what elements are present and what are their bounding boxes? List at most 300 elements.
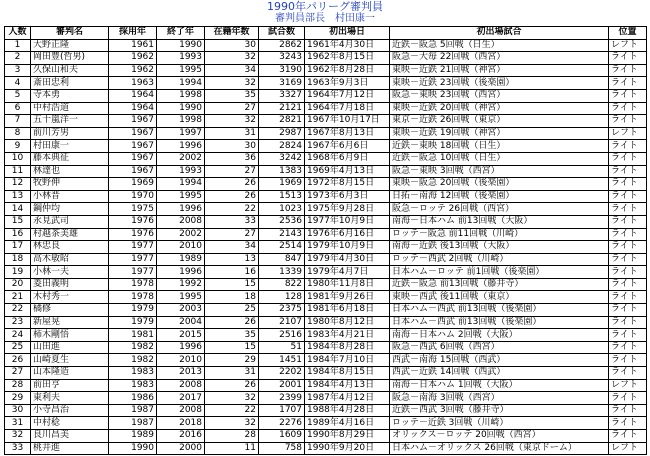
table-row xyxy=(5,77,647,90)
cell-games: 758 xyxy=(259,442,305,455)
cell-number: 1 xyxy=(5,39,31,52)
cell-number: 25 xyxy=(5,341,31,354)
cell-years: 34 xyxy=(205,64,259,77)
cell-end-year: 2000 xyxy=(157,442,205,455)
table-row xyxy=(5,190,647,203)
cell-hired-year: 1989 xyxy=(109,430,157,443)
cell-hired-year: 1983 xyxy=(109,379,157,392)
cell-hired-year: 1962 xyxy=(109,64,157,77)
cell-umpire-name: 寺本勇 xyxy=(31,89,109,102)
table-row xyxy=(5,64,647,77)
cell-years: 32 xyxy=(205,392,259,405)
cell-number: 29 xyxy=(5,392,31,405)
cell-games: 51 xyxy=(259,341,305,354)
cell-games: 2276 xyxy=(259,417,305,430)
cell-umpire-name: 高木敏昭 xyxy=(31,253,109,266)
cell-umpire-name: 橘修 xyxy=(31,304,109,317)
cell-debut-date: 1987年4月12日 xyxy=(305,392,390,405)
cell-debut-game: オリックス－ロッテ 20回戦（西宮） xyxy=(390,430,609,443)
cell-umpire-name: 牧野伸 xyxy=(31,178,109,191)
cell-end-year: 2008 xyxy=(157,379,205,392)
cell-debut-game: 東京－近鉄 26回戦（東京） xyxy=(390,115,609,128)
cell-umpire-name: 山田進 xyxy=(31,341,109,354)
cell-umpire-name: 大野正隆 xyxy=(31,39,109,52)
cell-debut-date: 1984年4月13日 xyxy=(305,379,390,392)
cell-debut-date: 1983年4月21日 xyxy=(305,329,390,342)
cell-hired-year: 1977 xyxy=(109,266,157,279)
cell-games: 2121 xyxy=(259,102,305,115)
cell-end-year: 2015 xyxy=(157,329,205,342)
cell-end-year: 1989 xyxy=(157,253,205,266)
cell-position: ライト xyxy=(609,430,647,443)
cell-end-year: 1992 xyxy=(157,278,205,291)
cell-hired-year: 1976 xyxy=(109,228,157,241)
cell-debut-game: 近鉄－阪急 10回戦（日生） xyxy=(390,152,609,165)
cell-position: ライト xyxy=(609,241,647,254)
cell-hired-year: 1964 xyxy=(109,102,157,115)
table-body xyxy=(5,39,647,455)
cell-position: レフト xyxy=(609,442,647,455)
cell-hired-year: 1970 xyxy=(109,190,157,203)
cell-debut-game: 阪急－東映 23回戦（西宮） xyxy=(390,89,609,102)
col-header: 試合数 xyxy=(259,27,305,40)
cell-end-year: 2008 xyxy=(157,404,205,417)
cell-number: 23 xyxy=(5,316,31,329)
cell-hired-year: 1979 xyxy=(109,304,157,317)
cell-debut-date: 1973年6月3日 xyxy=(305,190,390,203)
cell-debut-game: 東映－近鉄 23回戦（後楽園） xyxy=(390,77,609,90)
table-row xyxy=(5,291,647,304)
cell-years: 15 xyxy=(205,278,259,291)
cell-debut-date: 1963年9月3日 xyxy=(305,77,390,90)
cell-umpire-name: 木村秀一 xyxy=(31,291,109,304)
cell-position: ライト xyxy=(609,165,647,178)
cell-position: レフト xyxy=(609,39,647,52)
cell-number: 9 xyxy=(5,140,31,153)
table-row xyxy=(5,442,647,455)
cell-games: 2399 xyxy=(259,392,305,405)
cell-umpire-name: 中村稔 xyxy=(31,417,109,430)
cell-years: 22 xyxy=(205,203,259,216)
cell-years: 27 xyxy=(205,228,259,241)
cell-debut-game: 近鉄－西武 3回戦（藤井寺） xyxy=(390,404,609,417)
cell-number: 16 xyxy=(5,228,31,241)
cell-position: ライト xyxy=(609,316,647,329)
cell-debut-date: 1990年9月20日 xyxy=(305,442,390,455)
cell-debut-game: 東映－近鉄 20回戦（神宮） xyxy=(390,102,609,115)
cell-debut-date: 1984年8月15日 xyxy=(305,367,390,380)
umpire-table xyxy=(4,26,647,455)
table-row xyxy=(5,278,647,291)
cell-position: ライト xyxy=(609,329,647,342)
table-row xyxy=(5,228,647,241)
cell-umpire-name: 柿木剛悟 xyxy=(31,329,109,342)
table-row xyxy=(5,354,647,367)
cell-number: 30 xyxy=(5,404,31,417)
col-header: 採用年 xyxy=(109,27,157,40)
table-row xyxy=(5,102,647,115)
cell-position: ライト xyxy=(609,115,647,128)
cell-umpire-name: 山崎夏生 xyxy=(31,354,109,367)
cell-debut-date: 1979年4月30日 xyxy=(305,253,390,266)
cell-end-year: 1996 xyxy=(157,140,205,153)
cell-position: ライト xyxy=(609,291,647,304)
cell-number: 3 xyxy=(5,64,31,77)
cell-debut-date: 1967年10月17日 xyxy=(305,115,390,128)
col-header: 審判名 xyxy=(31,27,109,40)
cell-debut-game: ロッテ－近鉄 3回戦（川崎） xyxy=(390,417,609,430)
cell-end-year: 1995 xyxy=(157,64,205,77)
cell-number: 28 xyxy=(5,379,31,392)
cell-number: 13 xyxy=(5,190,31,203)
cell-umpire-name: 村越茶美雄 xyxy=(31,228,109,241)
cell-debut-game: 東映－阪急 20回戦（後楽園） xyxy=(390,178,609,191)
cell-games: 1451 xyxy=(259,354,305,367)
cell-years: 32 xyxy=(205,417,259,430)
cell-end-year: 1993 xyxy=(157,165,205,178)
cell-debut-game: ロッテ－西武 2回戦（川崎） xyxy=(390,253,609,266)
cell-games: 128 xyxy=(259,291,305,304)
cell-umpire-name: 久保山和夫 xyxy=(31,64,109,77)
cell-debut-date: 1979年10月9日 xyxy=(305,241,390,254)
cell-debut-game: 南海－日本ハム 前13回戦（大阪） xyxy=(390,215,609,228)
cell-number: 7 xyxy=(5,115,31,128)
cell-games: 822 xyxy=(259,278,305,291)
cell-number: 12 xyxy=(5,178,31,191)
cell-debut-game: 南海－日本ハム 2回戦（大阪） xyxy=(390,329,609,342)
cell-umpire-name: 斎田忠利 xyxy=(31,77,109,90)
cell-hired-year: 1967 xyxy=(109,152,157,165)
cell-games: 2862 xyxy=(259,39,305,52)
cell-games: 1339 xyxy=(259,266,305,279)
cell-debut-date: 1981年6月18日 xyxy=(305,304,390,317)
page-subtitle: 審判員部長 村田康一 xyxy=(275,13,375,24)
cell-umpire-name: 小林一夫 xyxy=(31,266,109,279)
table-row xyxy=(5,127,647,140)
cell-umpire-name: 前川芳男 xyxy=(31,127,109,140)
col-header: 位置 xyxy=(609,27,647,40)
cell-hired-year: 1961 xyxy=(109,39,157,52)
cell-number: 17 xyxy=(5,241,31,254)
cell-number: 11 xyxy=(5,165,31,178)
table-row xyxy=(5,203,647,216)
cell-umpire-name: 永見武司 xyxy=(31,215,109,228)
cell-position: ライト xyxy=(609,304,647,317)
cell-debut-game: 近鉄－阪急 5回戦（日生） xyxy=(390,39,609,52)
cell-debut-game: 日本ハム－西武 前13回戦（後楽園） xyxy=(390,304,609,317)
table-row xyxy=(5,215,647,228)
cell-number: 22 xyxy=(5,304,31,317)
cell-debut-game: 阪急－大毎 22回戦（西宮） xyxy=(390,52,609,65)
cell-hired-year: 1981 xyxy=(109,329,157,342)
cell-umpire-name: 村田康一 xyxy=(31,140,109,153)
cell-games: 847 xyxy=(259,253,305,266)
cell-years: 33 xyxy=(205,215,259,228)
cell-position: ライト xyxy=(609,417,647,430)
cell-number: 5 xyxy=(5,89,31,102)
cell-years: 26 xyxy=(205,190,259,203)
cell-end-year: 2003 xyxy=(157,304,205,317)
cell-umpire-name: 山本隆造 xyxy=(31,367,109,380)
cell-debut-game: 近鉄－東映 18回戦（日生） xyxy=(390,140,609,153)
cell-hired-year: 1982 xyxy=(109,354,157,367)
cell-games: 2202 xyxy=(259,367,305,380)
cell-debut-game: 日拓－南海 12回戦（後楽園） xyxy=(390,190,609,203)
cell-games: 3327 xyxy=(259,89,305,102)
cell-hired-year: 1962 xyxy=(109,52,157,65)
col-header: 初出場試合 xyxy=(390,27,609,40)
cell-debut-game: 東映－近鉄 19回戦（神宮） xyxy=(390,127,609,140)
cell-debut-date: 1980年11月8日 xyxy=(305,278,390,291)
cell-years: 30 xyxy=(205,140,259,153)
table-row xyxy=(5,152,647,165)
cell-hired-year: 1986 xyxy=(109,392,157,405)
cell-number: 6 xyxy=(5,102,31,115)
table-row xyxy=(5,404,647,417)
cell-end-year: 2013 xyxy=(157,367,205,380)
col-header: 初出場日 xyxy=(305,27,390,40)
cell-years: 35 xyxy=(205,329,259,342)
cell-end-year: 2002 xyxy=(157,152,205,165)
cell-position: レフト xyxy=(609,379,647,392)
col-header: 在籍年数 xyxy=(205,27,259,40)
cell-games: 1707 xyxy=(259,404,305,417)
cell-debut-date: 1968年6月9日 xyxy=(305,152,390,165)
cell-debut-game: 日本ハム－オリックス 26回戦（東京ドーム） xyxy=(390,442,609,455)
cell-hired-year: 1967 xyxy=(109,140,157,153)
table-row xyxy=(5,417,647,430)
cell-hired-year: 1977 xyxy=(109,241,157,254)
cell-number: 27 xyxy=(5,367,31,380)
cell-position: ライト xyxy=(609,354,647,367)
cell-debut-game: 西武－南海 15回戦（西武） xyxy=(390,354,609,367)
cell-hired-year: 1967 xyxy=(109,115,157,128)
cell-position: ライト xyxy=(609,266,647,279)
cell-debut-date: 1979年4月7日 xyxy=(305,266,390,279)
cell-games: 2107 xyxy=(259,316,305,329)
cell-position: ライト xyxy=(609,404,647,417)
cell-debut-game: 阪急－西武 6回戦（西宮） xyxy=(390,341,609,354)
table-row xyxy=(5,392,647,405)
cell-position: ライト xyxy=(609,77,647,90)
cell-debut-date: 1980年8月12日 xyxy=(305,316,390,329)
cell-debut-date: 1964年7月12日 xyxy=(305,89,390,102)
table-row xyxy=(5,115,647,128)
cell-hired-year: 1976 xyxy=(109,215,157,228)
cell-end-year: 1996 xyxy=(157,266,205,279)
cell-debut-date: 1989年4月16日 xyxy=(305,417,390,430)
page-title: 1990年パリーグ審判員 xyxy=(267,0,383,13)
cell-games: 1969 xyxy=(259,178,305,191)
cell-years: 31 xyxy=(205,367,259,380)
cell-games: 2143 xyxy=(259,228,305,241)
cell-position: ライト xyxy=(609,228,647,241)
cell-number: 20 xyxy=(5,278,31,291)
cell-hired-year: 1967 xyxy=(109,165,157,178)
cell-debut-date: 1962年8月15日 xyxy=(305,52,390,65)
cell-games: 2821 xyxy=(259,115,305,128)
table-row xyxy=(5,178,647,191)
cell-position: ライト xyxy=(609,52,647,65)
cell-games: 3243 xyxy=(259,52,305,65)
cell-position: ライト xyxy=(609,178,647,191)
cell-years: 29 xyxy=(205,354,259,367)
cell-debut-date: 1975年9月28日 xyxy=(305,203,390,216)
cell-umpire-name: 林忠良 xyxy=(31,241,109,254)
cell-end-year: 1990 xyxy=(157,102,205,115)
cell-debut-game: 日本ハム－ロッテ 前1回戦（後楽園） xyxy=(390,266,609,279)
table-row xyxy=(5,316,647,329)
cell-hired-year: 1978 xyxy=(109,278,157,291)
cell-games: 2516 xyxy=(259,329,305,342)
cell-umpire-name: 前田亨 xyxy=(31,379,109,392)
cell-years: 28 xyxy=(205,430,259,443)
cell-games: 1383 xyxy=(259,165,305,178)
table-row xyxy=(5,241,647,254)
cell-debut-game: ロッテ－阪急 前11回戦（川崎） xyxy=(390,228,609,241)
cell-games: 2536 xyxy=(259,215,305,228)
cell-years: 15 xyxy=(205,341,259,354)
cell-hired-year: 1982 xyxy=(109,341,157,354)
cell-position: ライト xyxy=(609,203,647,216)
cell-position: レフト xyxy=(609,127,647,140)
cell-years: 16 xyxy=(205,266,259,279)
cell-end-year: 2016 xyxy=(157,430,205,443)
cell-debut-game: 阪急－東映 3回戦（西宮） xyxy=(390,165,609,178)
table-row xyxy=(5,89,647,102)
cell-umpire-name: 小林晋 xyxy=(31,190,109,203)
table-header-row xyxy=(5,27,647,40)
cell-hired-year: 1987 xyxy=(109,404,157,417)
cell-debut-date: 1961年4月30日 xyxy=(305,39,390,52)
cell-debut-date: 1988年4月28日 xyxy=(305,404,390,417)
cell-games: 1023 xyxy=(259,203,305,216)
cell-end-year: 1994 xyxy=(157,77,205,90)
cell-number: 8 xyxy=(5,127,31,140)
cell-end-year: 2008 xyxy=(157,215,205,228)
cell-years: 25 xyxy=(205,304,259,317)
cell-games: 2001 xyxy=(259,379,305,392)
table-row xyxy=(5,367,647,380)
cell-debut-date: 1962年8月28日 xyxy=(305,64,390,77)
cell-position: ライト xyxy=(609,278,647,291)
cell-end-year: 2010 xyxy=(157,241,205,254)
cell-hired-year: 1963 xyxy=(109,77,157,90)
cell-years: 27 xyxy=(205,102,259,115)
cell-end-year: 2010 xyxy=(157,354,205,367)
table-row xyxy=(5,430,647,443)
cell-umpire-name: 桃井進 xyxy=(31,442,109,455)
cell-end-year: 2002 xyxy=(157,228,205,241)
cell-end-year: 1995 xyxy=(157,291,205,304)
cell-number: 18 xyxy=(5,253,31,266)
cell-position: ライト xyxy=(609,152,647,165)
cell-debut-date: 1972年8月15日 xyxy=(305,178,390,191)
cell-number: 21 xyxy=(5,291,31,304)
cell-umpire-name: 鋼仲均 xyxy=(31,203,109,216)
cell-number: 31 xyxy=(5,417,31,430)
cell-umpire-name: 小寺昌治 xyxy=(31,404,109,417)
cell-number: 14 xyxy=(5,203,31,216)
cell-years: 30 xyxy=(205,39,259,52)
cell-debut-date: 1967年6月6日 xyxy=(305,140,390,153)
cell-number: 4 xyxy=(5,77,31,90)
cell-years: 26 xyxy=(205,379,259,392)
cell-years: 32 xyxy=(205,52,259,65)
cell-umpire-name: 良川昌美 xyxy=(31,430,109,443)
cell-position: ライト xyxy=(609,89,647,102)
cell-position: ライト xyxy=(609,341,647,354)
col-header: 人数 xyxy=(5,27,31,40)
cell-umpire-name: 東利夫 xyxy=(31,392,109,405)
cell-end-year: 1996 xyxy=(157,341,205,354)
cell-end-year: 1998 xyxy=(157,89,205,102)
cell-years: 26 xyxy=(205,316,259,329)
table-row xyxy=(5,266,647,279)
cell-debut-game: 西武－近鉄 14回戦（西武） xyxy=(390,367,609,380)
cell-position: ライト xyxy=(609,190,647,203)
cell-umpire-name: 中村浩道 xyxy=(31,102,109,115)
cell-hired-year: 1983 xyxy=(109,367,157,380)
cell-number: 19 xyxy=(5,266,31,279)
cell-debut-date: 1984年8月28日 xyxy=(305,341,390,354)
cell-years: 22 xyxy=(205,404,259,417)
table-row xyxy=(5,379,647,392)
cell-games: 2514 xyxy=(259,241,305,254)
cell-umpire-name: 藤本典征 xyxy=(31,152,109,165)
cell-years: 18 xyxy=(205,291,259,304)
cell-debut-date: 1981年9月26日 xyxy=(305,291,390,304)
cell-debut-date: 1990年8月29日 xyxy=(305,430,390,443)
cell-debut-date: 1976年6月16日 xyxy=(305,228,390,241)
table-row xyxy=(5,341,647,354)
cell-position: ライト xyxy=(609,392,647,405)
cell-umpire-name: 五十嵐洋一 xyxy=(31,115,109,128)
cell-games: 3242 xyxy=(259,152,305,165)
cell-hired-year: 1975 xyxy=(109,203,157,216)
cell-position: ライト xyxy=(609,140,647,153)
cell-debut-date: 1964年7月18日 xyxy=(305,102,390,115)
cell-hired-year: 1969 xyxy=(109,178,157,191)
col-header: 終了年 xyxy=(157,27,205,40)
cell-debut-date: 1977年10月9日 xyxy=(305,215,390,228)
cell-years: 27 xyxy=(205,165,259,178)
cell-hired-year: 1990 xyxy=(109,442,157,455)
cell-years: 32 xyxy=(205,77,259,90)
cell-years: 35 xyxy=(205,89,259,102)
cell-debut-date: 1967年8月13日 xyxy=(305,127,390,140)
cell-position: ライト xyxy=(609,253,647,266)
cell-games: 3190 xyxy=(259,64,305,77)
cell-hired-year: 1964 xyxy=(109,89,157,102)
cell-end-year: 2018 xyxy=(157,417,205,430)
table-row xyxy=(5,165,647,178)
cell-debut-date: 1969年4月13日 xyxy=(305,165,390,178)
cell-end-year: 1995 xyxy=(157,190,205,203)
cell-end-year: 1997 xyxy=(157,127,205,140)
cell-years: 36 xyxy=(205,152,259,165)
cell-debut-game: 近鉄－阪急 前13回戦（藤井寺） xyxy=(390,278,609,291)
cell-debut-game: 阪急－南海 3回戦（西宮） xyxy=(390,392,609,405)
cell-games: 2824 xyxy=(259,140,305,153)
cell-position: ライト xyxy=(609,64,647,77)
cell-games: 2375 xyxy=(259,304,305,317)
cell-games: 1513 xyxy=(259,190,305,203)
cell-umpire-name: 林達也 xyxy=(31,165,109,178)
cell-end-year: 1994 xyxy=(157,178,205,191)
cell-debut-game: 南海－近鉄 後13回戦（大阪） xyxy=(390,241,609,254)
cell-debut-date: 1984年7月10日 xyxy=(305,354,390,367)
